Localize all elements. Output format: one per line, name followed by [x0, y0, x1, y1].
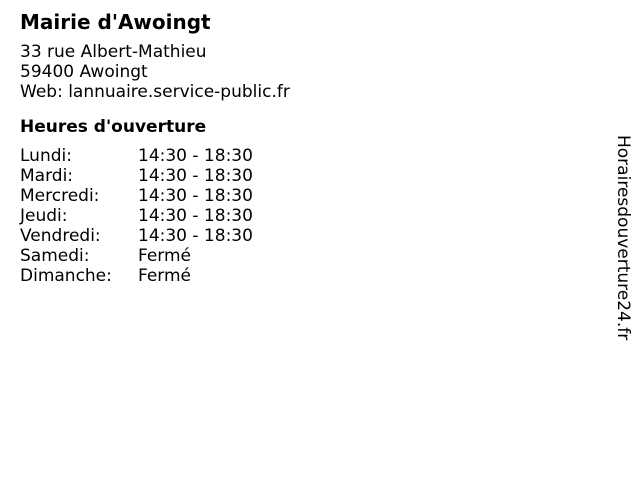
address-block [20, 42, 580, 102]
address-city: 59400 Awoingt [20, 62, 148, 82]
time-value: 14:30 - 18:30 [138, 166, 253, 186]
day-label: Samedi: [20, 246, 90, 266]
time-value: 14:30 - 18:30 [138, 206, 253, 226]
place-card [20, 8, 580, 286]
day-label: Lundi: [20, 146, 72, 166]
time-value: 14:30 - 18:30 [138, 186, 253, 206]
opening-hours-heading: Heures d'ouverture [20, 117, 207, 137]
time-value: 14:30 - 18:30 [138, 226, 253, 246]
hours-row-mercredi [20, 186, 580, 206]
day-label: Jeudi: [20, 206, 68, 226]
brand-watermark-text: Horairesdouverture24.fr [613, 135, 633, 341]
day-label: Mercredi: [20, 186, 100, 206]
day-label: Dimanche: [20, 266, 112, 286]
website-text: Web: lannuaire.service-public.fr [20, 82, 290, 102]
hours-row-vendredi [20, 226, 580, 246]
opening-hours-table [20, 146, 580, 286]
time-value: 14:30 - 18:30 [138, 146, 253, 166]
day-label: Mardi: [20, 166, 74, 186]
brand-watermark [612, 132, 634, 344]
hours-row-dimanche [20, 266, 580, 286]
hours-row-samedi [20, 246, 580, 266]
day-label: Vendredi: [20, 226, 101, 246]
hours-row-jeudi [20, 206, 580, 226]
hours-row-lundi [20, 146, 580, 166]
time-value: Fermé [138, 266, 192, 286]
time-value: Fermé [138, 246, 192, 266]
hours-row-mardi [20, 166, 580, 186]
place-title: Mairie d'Awoingt [20, 10, 211, 34]
address-street: 33 rue Albert-Mathieu [20, 42, 207, 62]
